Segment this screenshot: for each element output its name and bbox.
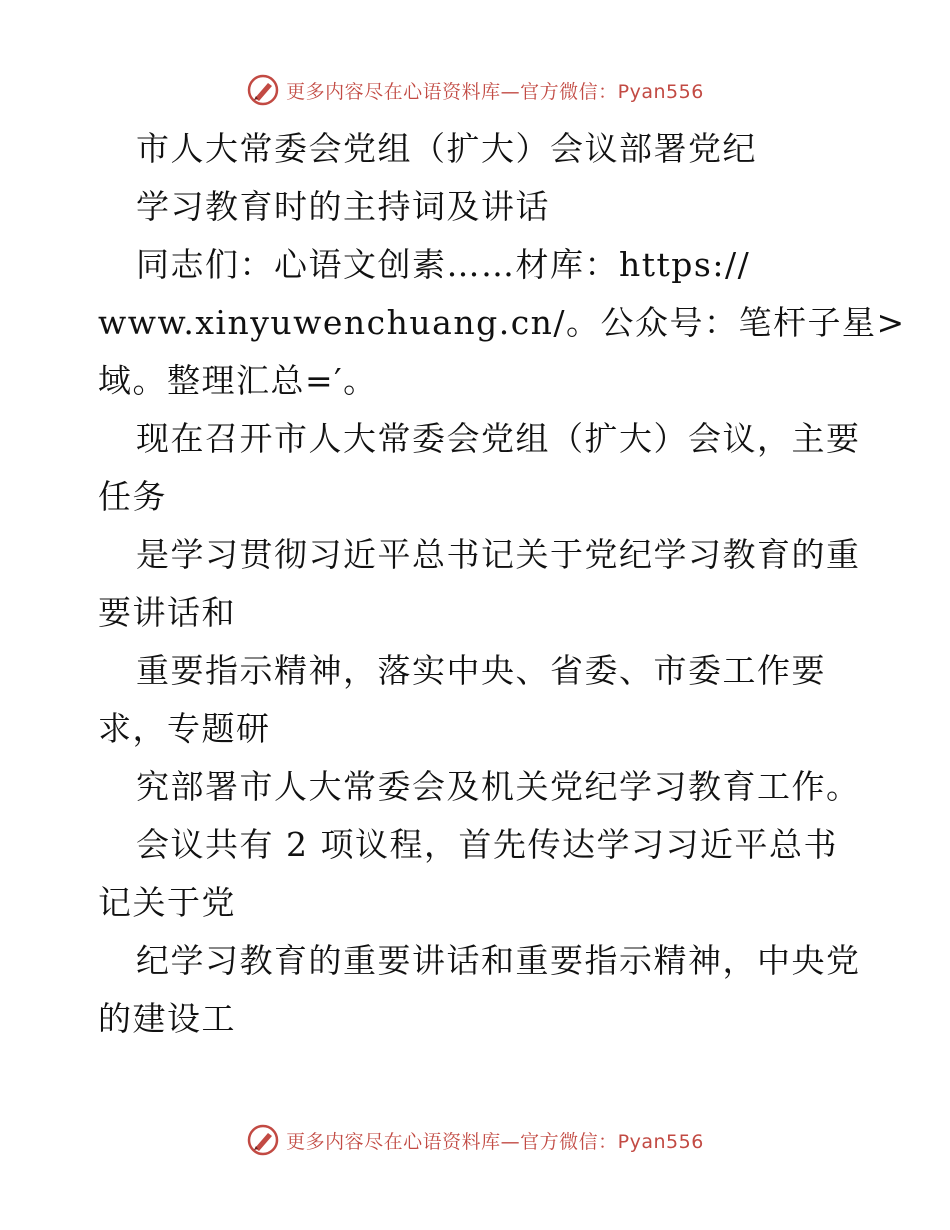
text-line: 同志们：心语文创素……材库：https:// — [136, 245, 751, 284]
text-line: www.xinyuwenchuang.cn/。公众号：笔杆子星> — [98, 303, 906, 342]
text-line: 现在召开市人大常委会党组（扩大）会议，主要 — [136, 419, 861, 458]
footer-watermark-banner — [0, 1120, 950, 1160]
header-watermark-text: 更多内容尽在心语资料库—官方微信：Pyan556 — [286, 80, 704, 103]
text-line: 记关于党 — [98, 883, 236, 922]
pen-logo-icon — [246, 1123, 280, 1157]
text-line: 求，专题研 — [98, 709, 271, 748]
text-line: 要讲话和 — [98, 593, 236, 632]
text-line: 是学习贯彻习近平总书记关于党纪学习教育的重 — [136, 535, 861, 574]
title-line-2: 学习教育时的主持词及讲话 — [136, 187, 550, 226]
pen-logo-icon — [246, 73, 280, 107]
footer-watermark-text: 更多内容尽在心语资料库—官方微信：Pyan556 — [286, 1130, 704, 1153]
document-body — [98, 120, 906, 1048]
header-watermark-banner — [0, 70, 950, 110]
text-line: 任务 — [98, 477, 167, 516]
text-line: 究部署市人大常委会及机关党纪学习教育工作。 — [136, 767, 861, 806]
text-line: 重要指示精神，落实中央、省委、市委工作要 — [136, 651, 826, 690]
text-line: 域。整理汇总=′。 — [98, 361, 378, 400]
title-line-1: 市人大常委会党组（扩大）会议部署党纪 — [136, 129, 757, 168]
text-line: 会议共有 2 项议程，首先传达学习习近平总书 — [136, 825, 838, 864]
text-line: 纪学习教育的重要讲话和重要指示精神，中央党 — [136, 941, 861, 980]
text-line: 的建设工 — [98, 999, 236, 1038]
